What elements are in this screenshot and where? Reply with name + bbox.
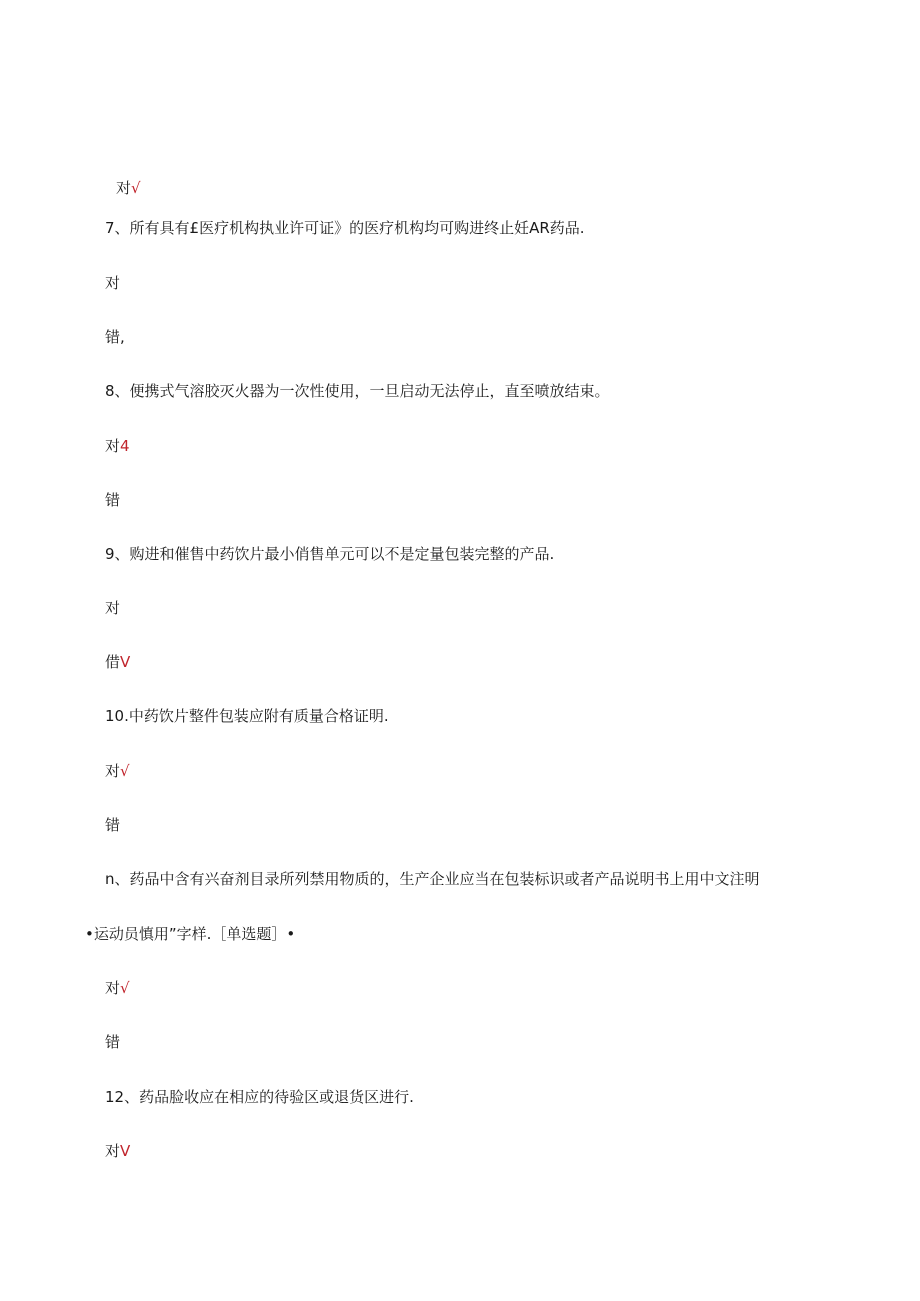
question-text: •运动员慎用”字样.［单选题］•	[85, 925, 296, 943]
answer-mark: V	[120, 653, 131, 671]
option-text: 对	[105, 979, 121, 997]
question-line	[105, 381, 610, 401]
option-line	[105, 652, 130, 672]
option-line	[105, 436, 130, 456]
option-text: 错,	[105, 328, 125, 346]
answer-mark: √	[131, 179, 141, 197]
question-line	[105, 706, 389, 726]
option-line	[105, 1141, 130, 1161]
option-text: 对	[105, 437, 121, 455]
option-line	[105, 761, 130, 781]
question-text: 12、药品脸收应在相应的待验区或退货区进行.	[105, 1088, 414, 1106]
question-line	[105, 218, 585, 238]
option-text: 错	[105, 816, 121, 834]
question-text: 9、购进和催售中药饮片最小俏售单元可以不是定量包装完整的产品.	[105, 545, 555, 563]
option-line	[105, 978, 130, 998]
question-line	[105, 544, 554, 564]
answer-mark: V	[120, 1142, 131, 1160]
option-line	[105, 815, 120, 835]
question-line	[105, 869, 760, 889]
option-text: 借	[105, 653, 121, 671]
answer-mark: √	[120, 762, 130, 780]
question-line	[105, 1087, 414, 1107]
option-line	[105, 598, 120, 618]
question-text: 10.中药饮片整件包装应附有质量合格证明.	[105, 707, 389, 725]
answer-mark: √	[120, 979, 130, 997]
option-line	[105, 1032, 120, 1052]
option-line	[105, 490, 120, 510]
option-text: 对	[105, 762, 121, 780]
option-text: 对	[105, 274, 121, 292]
question-text: 8、便携式气溶胶灭火器为一次性使用，一旦启动无法停止，直至喷放结束。	[105, 382, 610, 400]
option-line	[105, 273, 120, 293]
option-text: 错	[105, 491, 121, 509]
question-line-continued	[85, 924, 295, 944]
option-text: 对	[116, 179, 132, 197]
answer-mark: 4	[120, 437, 130, 455]
option-text: 对	[105, 599, 121, 617]
option-line	[116, 178, 141, 198]
option-text: 错	[105, 1033, 121, 1051]
question-text: n、药品中含有兴奋剂目录所列禁用物质的，生产企业应当在包装标识或者产品说明书上用中文注明	[105, 870, 760, 888]
question-text: 7、所有具有£医疗机构执业许可证》的医疗机构均可购进终止妊AR药品.	[105, 219, 585, 237]
option-line	[105, 327, 125, 347]
option-text: 对	[105, 1142, 121, 1160]
